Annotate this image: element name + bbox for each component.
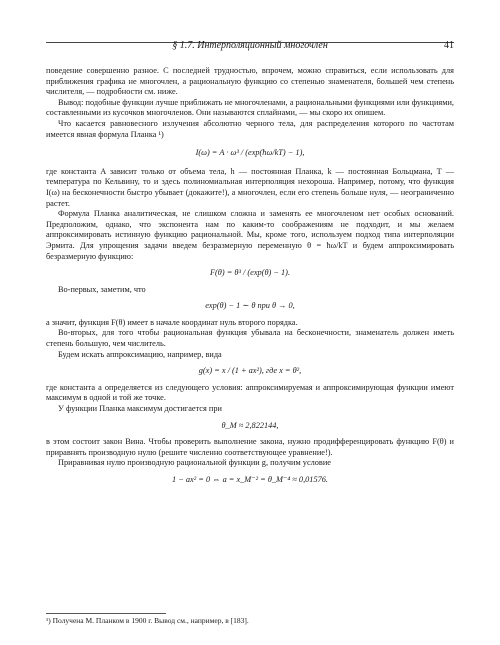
running-header: [46, 40, 454, 51]
equation-F: F(θ) = θ³ / (exp(θ) − 1).: [209, 268, 291, 278]
footnote-rule: [46, 613, 249, 625]
paragraph-11: У функции Планка максимум достигается при: [58, 404, 222, 414]
planck-formula: I(ω) = A · ω³ / (exp(ħω/kT) − 1),: [195, 148, 305, 158]
page-number: 41: [444, 40, 454, 51]
equation-g: g(x) = x / (1 + ax²), где x = θ²,: [198, 366, 302, 376]
section-title: § 1.7. Интерполяционный многочлен: [172, 40, 328, 51]
equation-wien: θ_M ≈ 2,822144,: [221, 420, 279, 430]
paragraph-1: поведение совершенно разное. С последней трудностью, впрочем, можно справиться, если использовать для приближения графика не многочлен, а рациональную функцию со степенью знаменателя, большей чем степень числителя, — подробности см. ниже.: [46, 66, 454, 97]
paragraph-8: Во-вторых, для того чтобы рациональная функция убывала на бесконечности, знаменатель должен иметь степень большую, чем числитель.: [46, 328, 454, 349]
paragraph-3: Что касается равновесного излучения абсолютно черного тела, для распределения которого по частотам имеется явная формула Планка ¹): [46, 118, 454, 139]
paragraph-7: а значит, функция F(θ) имеет в начале координат нуль второго порядка.: [46, 317, 298, 327]
paragraph-2: Вывод: подобные функции лучше приближать не многочленами, а рациональными функциями или функциями, составленными из кусочков многочленов. Они называются сплайнами, — мы скоро их опишем.: [46, 97, 454, 118]
page-body: [46, 66, 454, 492]
paragraph-5: Формула Планка аналитическая, не слишком сложна и заменять ее многочленом нет особых оснований. Предположим, однако, что экспонента нам по каким-то соображениям не подходит, и мы желаем аппроксимировать истинную функцию рациональной. Мы, кроме того, используем подход типа интерполяции Эрмита. Для упрощения задачи введем безразмерную переменную θ = ħω/kT и будем аппроксимировать безразмерную функцию:: [46, 209, 454, 261]
paragraph-6: Во-первых, заметим, что: [58, 284, 146, 294]
paragraph-4: где константа A зависит только от объема тела, h — постоянная Планка, k — постоянная Больцмана, T — температура по Кельвину, то и здесь полиномиальная интерполяция нехороша. Например, потому, что функция I(ω) на бесконечности быстро убывает (докажите!), а многочлен, если его степень больше нуля, — неограниченно растет.: [46, 166, 454, 208]
equation-limit: exp(θ) − 1 ∼ θ при θ → 0,: [205, 301, 295, 311]
paragraph-10: где константа a определяется из следующего условия: аппроксимируемая и аппроксимирующая функции имеют максимум в одной и той же точке.: [46, 382, 454, 403]
paragraph-9: Будем искать аппроксимацию, например, вида: [58, 349, 222, 359]
equation-condition: 1 − ax² = 0 ⇔ a = x_M⁻² = θ_M⁻⁴ ≈ 0,01576.: [172, 475, 328, 484]
footnote-text: ¹) Получена М. Планком в 1900 г. Вывод см., например, в [183].: [46, 616, 249, 625]
paragraph-12: в этом состоит закон Вина. Чтобы проверить выполнение закона, нужно продифференцировать функцию F(θ) и приравнять производную нулю (решите численно соответствующее уравнение!).: [46, 437, 454, 457]
paragraph-13: Приравнивая нулю производную рациональной функции g, получим условие: [58, 458, 331, 468]
